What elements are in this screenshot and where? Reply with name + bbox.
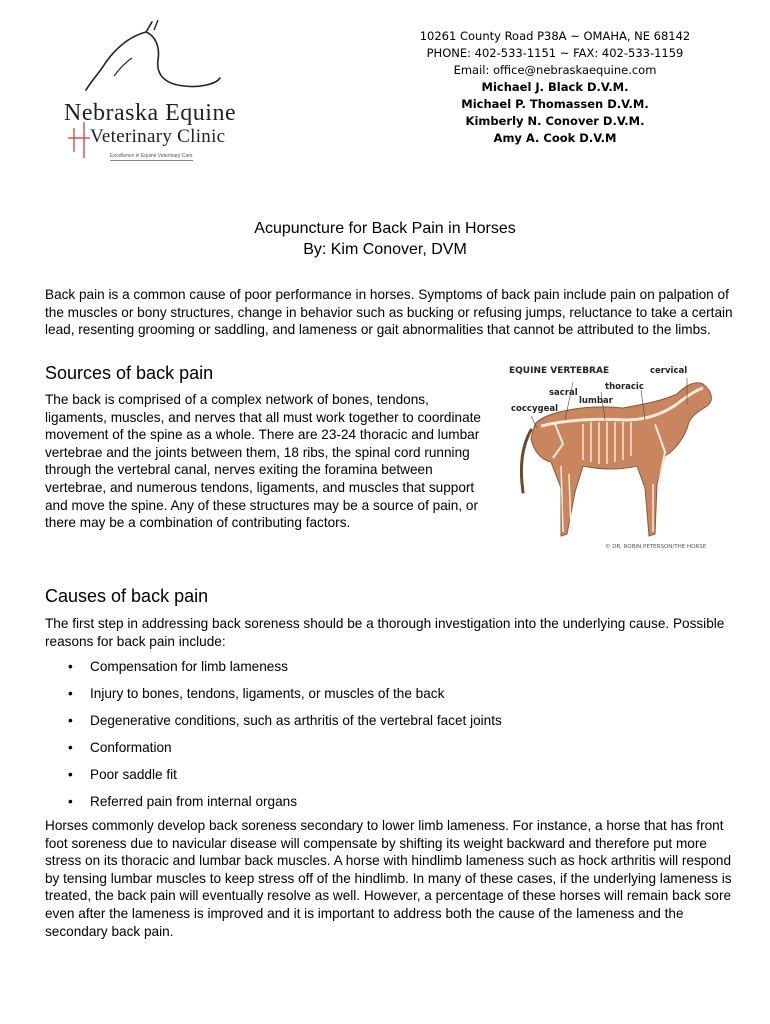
bullet-icon: • — [68, 659, 73, 674]
sources-heading: Sources of back pain — [45, 363, 214, 383]
vet-name: Amy A. Cook D.V.M — [493, 131, 617, 145]
equine-vertebrae-figure — [505, 364, 720, 554]
list-item: • Injury to bones, tendons, ligaments, or muscles of the back — [68, 686, 445, 701]
bullet-icon: • — [68, 767, 73, 782]
sources-paragraph: The back is comprised of a complex network of bones, tendons, ligaments, muscles, and nerves that all must work together to coordinate movement of the spine as a whole. There are 23-24 thoracic and lumbar vertebrae and the joints between them, 18 ribs, the spinal cord running through the vertebral canal, nerves exiting the foramina between vertebrae, and numerous tendons, ligaments, and muscles that support and move the spine. Any of these structures may be a source of pain, or there may be a combination of contributing factors. — [45, 392, 481, 531]
article-byline: By: Kim Conover, DVM — [303, 241, 467, 258]
logo-name-line1: Nebraska Equine — [64, 100, 237, 126]
label-cervical: cervical — [650, 366, 688, 376]
figure-credit: © DR. ROBIN PETERSON/THE HORSE — [605, 544, 707, 550]
clinic-logo — [60, 18, 270, 168]
horse-skeleton-illustration-icon — [505, 364, 720, 554]
label-thoracic: thoracic — [605, 382, 644, 392]
causes-heading: Causes of back pain — [45, 586, 209, 606]
vet-name: Kimberly N. Conover D.V.M. — [465, 114, 645, 128]
label-lumbar: lumbar — [579, 396, 613, 406]
list-item: • Degenerative conditions, such as arthritis of the vertebral facet joints — [68, 713, 502, 728]
list-item: • Compensation for limb lameness — [68, 659, 288, 674]
bullet-icon: • — [68, 686, 73, 701]
intro-paragraph: Back pain is a common cause of poor performance in horses. Symptoms of back pain include pain on palpation of the muscles or bony structures, change in behavior such as bucking or refusing jumps, reluctance to take a certain lead, resenting grooming or saddling, and lameness or gait abnormalities that cannot be attributed to the limbs. — [45, 287, 733, 338]
label-coccygeal: coccygeal — [511, 404, 558, 414]
causes-list — [68, 658, 502, 820]
figure-title: EQUINE VERTEBRAE — [509, 366, 610, 376]
address: 10261 County Road P38A ~ OMAHA, NE 68142 — [419, 29, 691, 43]
contact-block — [355, 28, 755, 147]
logo-tagline: Excellence in Equine Veterinary Care — [110, 153, 193, 159]
causes-intro-paragraph: The first step in addressing back soreness should be a thorough investigation into the underlying cause. Possible reasons for back pain include: — [45, 616, 725, 649]
article-title-block — [0, 218, 770, 260]
list-item: • Poor saddle fit — [68, 767, 177, 782]
bullet-icon: • — [68, 740, 73, 755]
phone-fax: PHONE: 402-533-1151 ~ FAX: 402-533-1159 — [426, 46, 684, 60]
article-title: Acupuncture for Back Pain in Horses — [254, 220, 516, 237]
logo-name-line2: Veterinary Clinic — [90, 126, 226, 147]
label-sacral: sacral — [549, 388, 578, 398]
email[interactable]: Email: office@nebraskaequine.com — [453, 63, 657, 77]
vet-name: Michael J. Black D.V.M. — [481, 80, 629, 94]
bullet-icon: • — [68, 794, 73, 809]
list-item: • Conformation — [68, 740, 172, 755]
list-item: • Referred pain from internal organs — [68, 794, 298, 809]
bullet-icon: • — [68, 713, 73, 728]
vet-name: Michael P. Thomassen D.V.M. — [461, 97, 649, 111]
final-paragraph: Horses commonly develop back soreness secondary to lower limb lameness. For instance, a horse that has front foot soreness due to navicular disease will compensate by shifting its weight backward and therefore put more stress on its thoracic and lumbar back muscles. A horse with hindlimb lameness such as hock arthritis will respond by tensing lumbar muscles to keep stress off of the hindlimb. In many of these cases, if the underlying lameness is treated, the back pain will eventually resolve as well. However, a percentage of these horses will remain back sore even after the lameness is improved and it is important to address both the cause of the lameness and the secondary back pain. — [45, 818, 732, 939]
